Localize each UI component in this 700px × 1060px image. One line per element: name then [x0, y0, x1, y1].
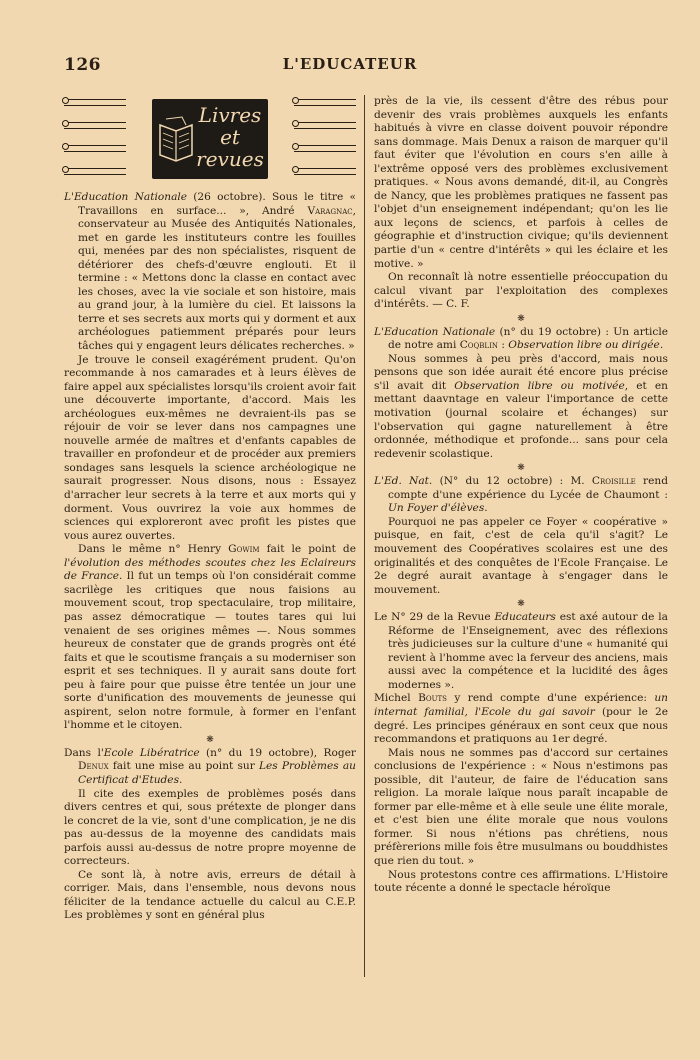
paragraph: Nous protestons contre ces affirmations. L'Histoire toute récente a donné le spectacle héroïque: [374, 868, 668, 895]
right-column: [374, 95, 668, 896]
separator-ornament: ❋: [517, 463, 525, 474]
separator-ornament: ❋: [517, 599, 525, 610]
paragraph: Dans le même n° Henry Gowim fait le point de l'évolution des méthodes scoutes chez les Eclaireurs de France. Il fut un temps où l'on considérait comme sacrilège les critiques que nous faisions au mouvement scout, trop spectaculaire, trop militaire, pas assez démocratique — toutes tares qui lui venaient de ses origines mêmes —. Nous sommes heureux de constater que de grands progrès ont été faits et que le scoutisme français a su moderniser son esprit et ses techniques. Il y aurait sans doute fort peu à faire pour que puisse être tentée un jour une sorte d'unification des mouvements de jeunesse qui aspirent, selon notre formule, à former en l'enfant l'homme et le citoyen.: [64, 543, 356, 732]
paragraph: Il cite des exemples de problèmes posés dans divers centres et qui, sous prétexte de plonger dans le concret de la vie, sont d'une complication, je ne dis pas au-dessus de la moyenne des candidats mais parfois aussi au-dessus de notre propre moyenne de correcteurs.: [64, 787, 356, 868]
column-divider: [364, 95, 365, 977]
review-paragraph: Dans l'Ecole Libératrice (n° du 19 octobre), Roger Denux fait une mise au point sur Les Problèmes au Certificat d'Etudes.: [64, 746, 357, 786]
section-banner: [64, 95, 356, 185]
paragraph: Michel Bouts y rend compte d'une expérience: un internat familial, l'Ecole du gai savoir (pour le 2e degré. Les principes généraux en sont ceux que nous recommandons et pratiquons au 1er degré.: [374, 692, 668, 746]
paragraph: Mais nous ne sommes pas d'accord sur certaines conclusions de l'expérience : « Nous n'estimons pas possible, dit l'auteur, de faire de l'éducation sans religion. La morale laïque nous paraît incapable de former par elle-même et à elle seule une élite morale, et c'est bien une élite morale que nous voulons former. Si nous n'étions pas chrétiens, nous préfèrerions mille fois être musulmans ou bouddhistes que rien du tout. »: [374, 746, 668, 867]
paragraph: On reconnaît là notre essentielle préoccupation du calcul vivant par l'exploitation des complexes d'intérêts. — C. F.: [374, 271, 668, 311]
separator-ornament: ❋: [206, 734, 214, 745]
paragraph: près de la vie, ils cessent d'être des rébus pour devenir des vrais problèmes auxquels les enfants habitués à vivre en classe doivent pouvoir répondre sans dommage. Mais Denux a raison de marquer qu'il faut éviter que l'évolution en cours s'en aille à l'extrême opposé vers des problèmes exclusivement pratiques. « Nous avons demandé, dit-il, au Congrès de Nancy, que les problèmes pratiques ne fassent pas l'objet d'un enseignement indépendant; qu'on les lie aux leçons de sciencs, et parfois à celles de géographie et d'instruction civique; qu'ils deviennent partie d'un « centre d'intérêts » qui les éclaire et les motive. »: [374, 95, 668, 270]
banner-ornament-right: [294, 95, 356, 191]
banner-ornament-left: [64, 95, 126, 191]
review-paragraph: Le N° 29 de la Revue Educateurs est axé autour de la Réforme de l'Enseignement, avec des réflexions très judicieuses sur la culture d'une « humanité qui revient à l'homme avec la ferveur des anciens, mais aussi avec la compétence et la lucidité des âges modernes ».: [374, 611, 668, 691]
review-paragraph: L'Education Nationale (n° du 19 octobre) : Un article de notre ami Coqblin : Observation libre ou dirigée.: [374, 325, 669, 352]
separator-ornament: ❋: [517, 313, 525, 324]
review-paragraph: L'Ed. Nat. (N° du 12 octobre) : M. Croisille rend compte d'une expérience du Lycée de Chaumont : Un Foyer d'élèves.: [374, 475, 668, 515]
banner-box: [152, 99, 268, 179]
page-number: 126: [64, 55, 101, 75]
running-title: L'EDUCATEUR: [282, 55, 418, 73]
book-icon: [156, 115, 196, 165]
paragraph: Je trouve le conseil exagérément prudent. Qu'on recommande à nos camarades et à leurs élèves de faire appel aux spécialistes lorsqu'ils croient avoir fait une découverte importante, d'accord. Mais les archéologues eux-mêmes ne devraient-ils pas se réjouir de voir se lever dans nos campagnes une nouvelle armée de maîtres et d'enfants capables de travailler en profondeur et de procéder aux premiers sondages sans lesquels la science archéologique ne saurait progresser. Nous disons, nous : Essayez d'arracher leur secrets à la terre et aux morts qui y dorment. Vous ouvrirez la voie aux hommes de sciences qui exploreront avec profit les pistes que vous aurez ouvertes.: [64, 353, 356, 542]
review-paragraph: L'Education Nationale (26 octobre). Sous le titre « Travaillons en surface... », André Varagnac, conservateur au Musée des Antiquités Nationales, met en garde les instituteurs contre les fouilles qui, menées par des non spécialistes, risquent de détériorer des chefs-d'œuvre englouti. Et il termine : « Mettons donc la classe en contact avec les choses, avec la vie sociale et son histoire, mais au grand jour, à la lumière du ciel. Et laissons la terre et ses secrets aux morts qui y dorment et aux archéologues patiemment préparés pour leurs tâches qui y engagent leurs délicates recherches. »: [64, 191, 356, 353]
paragraph: Nous sommes à peu près d'accord, mais nous pensons que son idée aurait été encore plus précise s'il avait dit Observation libre ou motivée, et en mettant daavntage en valeur l'importance de cette motivation (journal scolaire et échanges) sur l'observation qui gagne naturellement à être ordonnée, méthodique et profonde... sans pour cela redevenir scolastique.: [374, 352, 668, 460]
paragraph: Ce sont là, à notre avis, erreurs de détail à corriger. Mais, dans l'ensemble, nous devons nous féliciter de la tendance actuelle du calcul au C.E.P. Les problèmes y sont en général plus: [64, 868, 356, 922]
paragraph: Pourquoi ne pas appeler ce Foyer « coopérative » puisque, en fait, c'est de cela qu'il s'agit? Le mouvement des Coopératives scolaires est une des originalités et des conquêtes de l'Ecole Française. Le 2e degré aurait avantage à s'engager dans le mouvement.: [374, 515, 668, 596]
left-column: [64, 95, 356, 923]
banner-title: Livres et revues: [196, 103, 264, 171]
